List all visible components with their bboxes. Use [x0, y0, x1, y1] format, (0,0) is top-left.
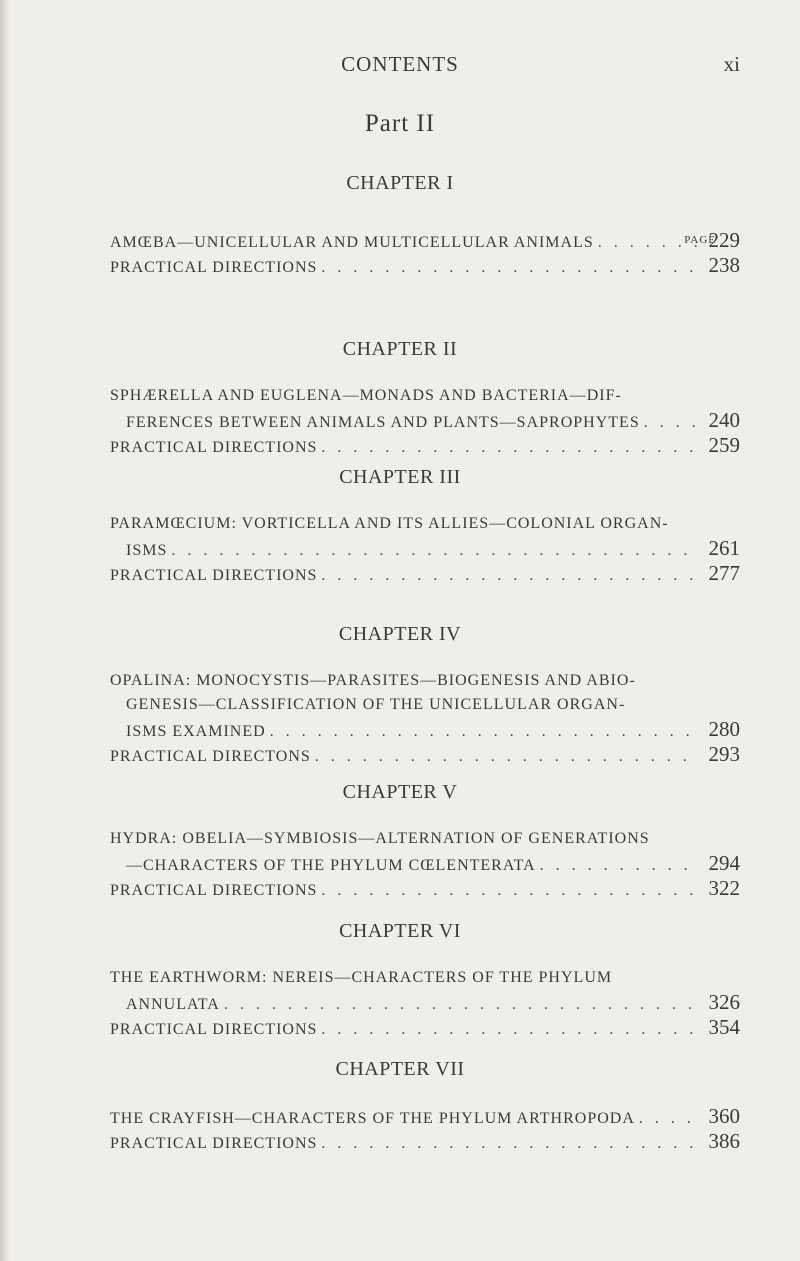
toc-entry-page: 322: [708, 876, 740, 900]
toc-entry-title: —CHARACTERS OF THE PHYLUM CŒLENTERATA: [126, 857, 536, 874]
toc-entry-title: THE CRAYFISH—CHARACTERS OF THE PHYLUM ARTHROPODA: [110, 1110, 635, 1127]
toc-entry[interactable]: [110, 433, 740, 460]
toc-entry-page: 294: [708, 851, 740, 875]
toc-entry-title: SPHÆRELLA AND EUGLENA—MONADS AND BACTERIA—DIF-: [110, 387, 622, 404]
toc-entry-page: 354: [708, 1015, 740, 1039]
leader-dots: [321, 879, 700, 903]
leader-dots: [644, 411, 700, 435]
toc-entry-page: 293: [708, 742, 740, 766]
leader-dots: [321, 1132, 700, 1156]
page-column-label: PAGE: [684, 234, 716, 246]
toc-entry[interactable]: [110, 253, 740, 280]
page-number: xi: [723, 52, 740, 76]
toc-entry-page: 229: [708, 228, 740, 252]
toc-entry[interactable]: [110, 561, 740, 588]
toc-entry[interactable]: [110, 384, 740, 435]
running-title: CONTENTS: [341, 52, 459, 76]
leader-dots: [321, 564, 700, 588]
leader-dots: [270, 720, 700, 744]
toc-entry-page: 259: [708, 433, 740, 457]
toc-entry-title: PRACTICAL DIRECTIONS: [110, 1021, 318, 1038]
toc-entry[interactable]: [110, 742, 740, 769]
leader-dots: [224, 993, 700, 1017]
toc-entry-title: PRACTICAL DIRECTIONS: [110, 882, 318, 899]
toc-entry-title: ISMS: [126, 542, 168, 559]
toc-entry-title: FERENCES BETWEEN ANIMALS AND PLANTS—SAPROPHYTES: [126, 414, 640, 431]
toc-entry-title: ISMS EXAMINED: [126, 723, 266, 740]
page-header: [0, 52, 800, 82]
toc-entry-page: 386: [708, 1129, 740, 1153]
leader-dots: [598, 231, 700, 255]
chapter-heading: CHAPTER I: [346, 172, 454, 194]
toc-entry[interactable]: [110, 1129, 740, 1156]
toc-entry-title: PRACTICAL DIRECTIONS: [110, 439, 318, 456]
toc-entry-title: ANNULATA: [126, 996, 220, 1013]
toc-entry-page: 277: [708, 561, 740, 585]
toc-entry-title: AMŒBA—UNICELLULAR AND MULTICELLULAR ANIMALS: [110, 234, 594, 251]
toc-entry-title: PRACTICAL DIRECTIONS: [110, 1135, 318, 1152]
toc-entry-page: 360: [708, 1104, 740, 1128]
toc-entry-page: 238: [708, 253, 740, 277]
toc-entry-title: PRACTICAL DIRECTIONS: [110, 259, 318, 276]
chapter-heading: CHAPTER VI: [339, 920, 461, 942]
toc-entry-title: PARAMŒCIUM: VORTICELLA AND ITS ALLIES—COLONIAL ORGAN-: [110, 515, 669, 532]
toc-entry[interactable]: [110, 228, 740, 255]
chapter-heading: CHAPTER II: [342, 338, 458, 360]
chapter-heading: CHAPTER V: [342, 781, 458, 803]
toc-entry[interactable]: [110, 827, 740, 878]
leader-dots: [321, 1018, 700, 1042]
part-title: Part II: [364, 110, 436, 137]
toc-entry-title: GENESIS—CLASSIFICATION OF THE UNICELLULAR ORGAN-: [126, 696, 626, 713]
toc-entry-title: OPALINA: MONOCYSTIS—PARASITES—BIOGENESIS AND ABIO-: [110, 672, 636, 689]
leader-dots: [315, 745, 700, 769]
chapter-heading: CHAPTER IV: [338, 623, 462, 645]
toc-entry-page: 261: [708, 536, 740, 560]
leader-dots: [321, 436, 700, 460]
toc-entry[interactable]: [110, 876, 740, 903]
leader-dots: [171, 539, 700, 563]
toc-entry[interactable]: [110, 669, 740, 744]
toc-entry-title: PRACTICAL DIRECTONS: [110, 748, 311, 765]
toc-entry-title: PRACTICAL DIRECTIONS: [110, 567, 318, 584]
chapter-heading: CHAPTER VII: [335, 1058, 465, 1080]
toc-entry[interactable]: [110, 512, 740, 563]
toc-entry-title: HYDRA: OBELIA—SYMBIOSIS—ALTERNATION OF GENERATIONS: [110, 830, 650, 847]
chapter-heading: CHAPTER III: [339, 466, 461, 488]
toc-entry-page: 326: [708, 990, 740, 1014]
leader-dots: [639, 1107, 700, 1131]
leader-dots: [321, 256, 700, 280]
toc-entry[interactable]: [110, 966, 740, 1017]
toc-entry[interactable]: [110, 1015, 740, 1042]
leader-dots: [540, 854, 700, 878]
toc-entry[interactable]: [110, 1104, 740, 1131]
toc-entry-page: 240: [708, 408, 740, 432]
toc-entry-title: THE EARTHWORM: NEREIS—CHARACTERS OF THE PHYLUM: [110, 969, 613, 986]
toc-entry-page: 280: [708, 717, 740, 741]
